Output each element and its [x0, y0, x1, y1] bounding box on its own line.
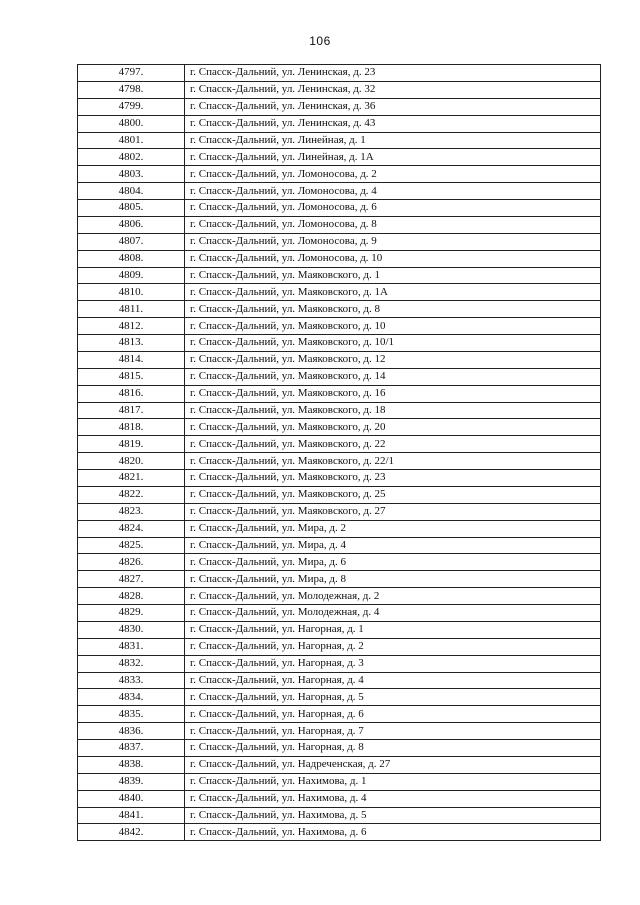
- row-number: 4817.: [78, 402, 185, 419]
- row-address: г. Спасск-Дальний, ул. Ленинская, д. 23: [185, 65, 601, 82]
- row-number: 4797.: [78, 65, 185, 82]
- row-number: 4827.: [78, 571, 185, 588]
- table-row: [78, 166, 601, 183]
- table-row: [78, 81, 601, 98]
- row-number: 4821.: [78, 470, 185, 487]
- table-row: [78, 233, 601, 250]
- table-row: [78, 200, 601, 217]
- row-address: г. Спасск-Дальний, ул. Маяковского, д. 1: [185, 267, 601, 284]
- table-row: [78, 503, 601, 520]
- table-row: [78, 790, 601, 807]
- row-address: г. Спасск-Дальний, ул. Линейная, д. 1: [185, 132, 601, 149]
- row-number: 4812.: [78, 318, 185, 335]
- row-address: г. Спасск-Дальний, ул. Маяковского, д. 22/1: [185, 453, 601, 470]
- row-number: 4806.: [78, 216, 185, 233]
- table-row: [78, 571, 601, 588]
- row-address: г. Спасск-Дальний, ул. Ломоносова, д. 2: [185, 166, 601, 183]
- row-address: г. Спасск-Дальний, ул. Маяковского, д. 27: [185, 503, 601, 520]
- row-number: 4818.: [78, 419, 185, 436]
- row-address: г. Спасск-Дальний, ул. Маяковского, д. 18: [185, 402, 601, 419]
- table-row: [78, 436, 601, 453]
- row-address: г. Спасск-Дальний, ул. Ленинская, д. 36: [185, 98, 601, 115]
- row-number: 4804.: [78, 183, 185, 200]
- row-address: г. Спасск-Дальний, ул. Маяковского, д. 8: [185, 301, 601, 318]
- row-address: г. Спасск-Дальний, ул. Мира, д. 4: [185, 537, 601, 554]
- row-address: г. Спасск-Дальний, ул. Маяковского, д. 23: [185, 470, 601, 487]
- row-number: 4823.: [78, 503, 185, 520]
- row-number: 4841.: [78, 807, 185, 824]
- table-row: [78, 132, 601, 149]
- row-address: г. Спасск-Дальний, ул. Нагорная, д. 1: [185, 621, 601, 638]
- table-row: [78, 453, 601, 470]
- table-row: [78, 807, 601, 824]
- row-address: г. Спасск-Дальний, ул. Линейная, д. 1А: [185, 149, 601, 166]
- row-address: г. Спасск-Дальний, ул. Маяковского, д. 10: [185, 318, 601, 335]
- table-row: [78, 672, 601, 689]
- row-address: г. Спасск-Дальний, ул. Нахимова, д. 5: [185, 807, 601, 824]
- row-address: г. Спасск-Дальний, ул. Мира, д. 6: [185, 554, 601, 571]
- row-number: 4798.: [78, 81, 185, 98]
- table-row: [78, 115, 601, 132]
- table-row: [78, 98, 601, 115]
- row-number: 4825.: [78, 537, 185, 554]
- row-number: 4819.: [78, 436, 185, 453]
- table-row: [78, 351, 601, 368]
- table-row: [78, 723, 601, 740]
- row-address: г. Спасск-Дальний, ул. Ломоносова, д. 4: [185, 183, 601, 200]
- row-address: г. Спасск-Дальний, ул. Ломоносова, д. 10: [185, 250, 601, 267]
- row-address: г. Спасск-Дальний, ул. Мира, д. 2: [185, 520, 601, 537]
- row-number: 4824.: [78, 520, 185, 537]
- row-number: 4826.: [78, 554, 185, 571]
- table-row: [78, 368, 601, 385]
- table-row: [78, 638, 601, 655]
- row-number: 4822.: [78, 486, 185, 503]
- table-row: [78, 486, 601, 503]
- row-number: 4835.: [78, 706, 185, 723]
- row-number: 4838.: [78, 756, 185, 773]
- row-number: 4801.: [78, 132, 185, 149]
- row-number: 4811.: [78, 301, 185, 318]
- row-number: 4820.: [78, 453, 185, 470]
- row-number: 4829.: [78, 605, 185, 622]
- table-row: [78, 65, 601, 82]
- row-number: 4840.: [78, 790, 185, 807]
- row-address: г. Спасск-Дальний, ул. Маяковского, д. 25: [185, 486, 601, 503]
- row-address: г. Спасск-Дальний, ул. Маяковского, д. 16: [185, 385, 601, 402]
- table-row: [78, 385, 601, 402]
- row-address: г. Спасск-Дальний, ул. Маяковского, д. 20: [185, 419, 601, 436]
- row-address: г. Спасск-Дальний, ул. Ломоносова, д. 6: [185, 200, 601, 217]
- table-row: [78, 284, 601, 301]
- row-number: 4810.: [78, 284, 185, 301]
- row-number: 4831.: [78, 638, 185, 655]
- row-address: г. Спасск-Дальний, ул. Ломоносова, д. 9: [185, 233, 601, 250]
- row-number: 4803.: [78, 166, 185, 183]
- row-address: г. Спасск-Дальний, ул. Маяковского, д. 12: [185, 351, 601, 368]
- table-row: [78, 537, 601, 554]
- row-number: 4800.: [78, 115, 185, 132]
- row-address: г. Спасск-Дальний, ул. Нагорная, д. 4: [185, 672, 601, 689]
- row-number: 4814.: [78, 351, 185, 368]
- table-row: [78, 621, 601, 638]
- row-address: г. Спасск-Дальний, ул. Мира, д. 8: [185, 571, 601, 588]
- row-address: г. Спасск-Дальний, ул. Молодежная, д. 2: [185, 588, 601, 605]
- row-address: г. Спасск-Дальний, ул. Ленинская, д. 32: [185, 81, 601, 98]
- row-number: 4807.: [78, 233, 185, 250]
- row-address: г. Спасск-Дальний, ул. Маяковского, д. 1А: [185, 284, 601, 301]
- row-address: г. Спасск-Дальний, ул. Нагорная, д. 7: [185, 723, 601, 740]
- table-row: [78, 706, 601, 723]
- row-address: г. Спасск-Дальний, ул. Маяковского, д. 14: [185, 368, 601, 385]
- table-row: [78, 402, 601, 419]
- row-number: 4802.: [78, 149, 185, 166]
- row-address: г. Спасск-Дальний, ул. Нахимова, д. 4: [185, 790, 601, 807]
- table-row: [78, 554, 601, 571]
- row-number: 4816.: [78, 385, 185, 402]
- table-row: [78, 335, 601, 352]
- table-row: [78, 318, 601, 335]
- row-address: г. Спасск-Дальний, ул. Маяковского, д. 10/1: [185, 335, 601, 352]
- row-address: г. Спасск-Дальний, ул. Надреченская, д. 27: [185, 756, 601, 773]
- row-address: г. Спасск-Дальний, ул. Маяковского, д. 22: [185, 436, 601, 453]
- row-address: г. Спасск-Дальний, ул. Нагорная, д. 2: [185, 638, 601, 655]
- table-row: [78, 216, 601, 233]
- row-number: 4842.: [78, 824, 185, 841]
- row-address: г. Спасск-Дальний, ул. Молодежная, д. 4: [185, 605, 601, 622]
- row-number: 4799.: [78, 98, 185, 115]
- row-address: г. Спасск-Дальний, ул. Нагорная, д. 8: [185, 740, 601, 757]
- table-row: [78, 655, 601, 672]
- row-number: 4805.: [78, 200, 185, 217]
- row-number: 4830.: [78, 621, 185, 638]
- row-number: 4837.: [78, 740, 185, 757]
- table-row: [78, 470, 601, 487]
- address-table-body: [78, 65, 601, 841]
- table-row: [78, 605, 601, 622]
- row-number: 4834.: [78, 689, 185, 706]
- row-number: 4832.: [78, 655, 185, 672]
- row-number: 4809.: [78, 267, 185, 284]
- row-number: 4828.: [78, 588, 185, 605]
- row-number: 4833.: [78, 672, 185, 689]
- table-row: [78, 824, 601, 841]
- page-number: 106: [309, 34, 331, 48]
- table-row: [78, 740, 601, 757]
- row-number: 4813.: [78, 335, 185, 352]
- row-address: г. Спасск-Дальний, ул. Нахимова, д. 1: [185, 773, 601, 790]
- row-number: 4839.: [78, 773, 185, 790]
- row-number: 4808.: [78, 250, 185, 267]
- row-address: г. Спасск-Дальний, ул. Нагорная, д. 3: [185, 655, 601, 672]
- address-table: [77, 64, 601, 841]
- table-row: [78, 267, 601, 284]
- table-row: [78, 301, 601, 318]
- table-row: [78, 419, 601, 436]
- row-number: 4815.: [78, 368, 185, 385]
- table-row: [78, 250, 601, 267]
- row-address: г. Спасск-Дальний, ул. Нагорная, д. 6: [185, 706, 601, 723]
- row-number: 4836.: [78, 723, 185, 740]
- row-address: г. Спасск-Дальний, ул. Нахимова, д. 6: [185, 824, 601, 841]
- row-address: г. Спасск-Дальний, ул. Ломоносова, д. 8: [185, 216, 601, 233]
- table-row: [78, 689, 601, 706]
- table-row: [78, 756, 601, 773]
- table-row: [78, 183, 601, 200]
- table-row: [78, 149, 601, 166]
- row-address: г. Спасск-Дальний, ул. Нагорная, д. 5: [185, 689, 601, 706]
- row-address: г. Спасск-Дальний, ул. Ленинская, д. 43: [185, 115, 601, 132]
- table-row: [78, 773, 601, 790]
- table-row: [78, 520, 601, 537]
- table-row: [78, 588, 601, 605]
